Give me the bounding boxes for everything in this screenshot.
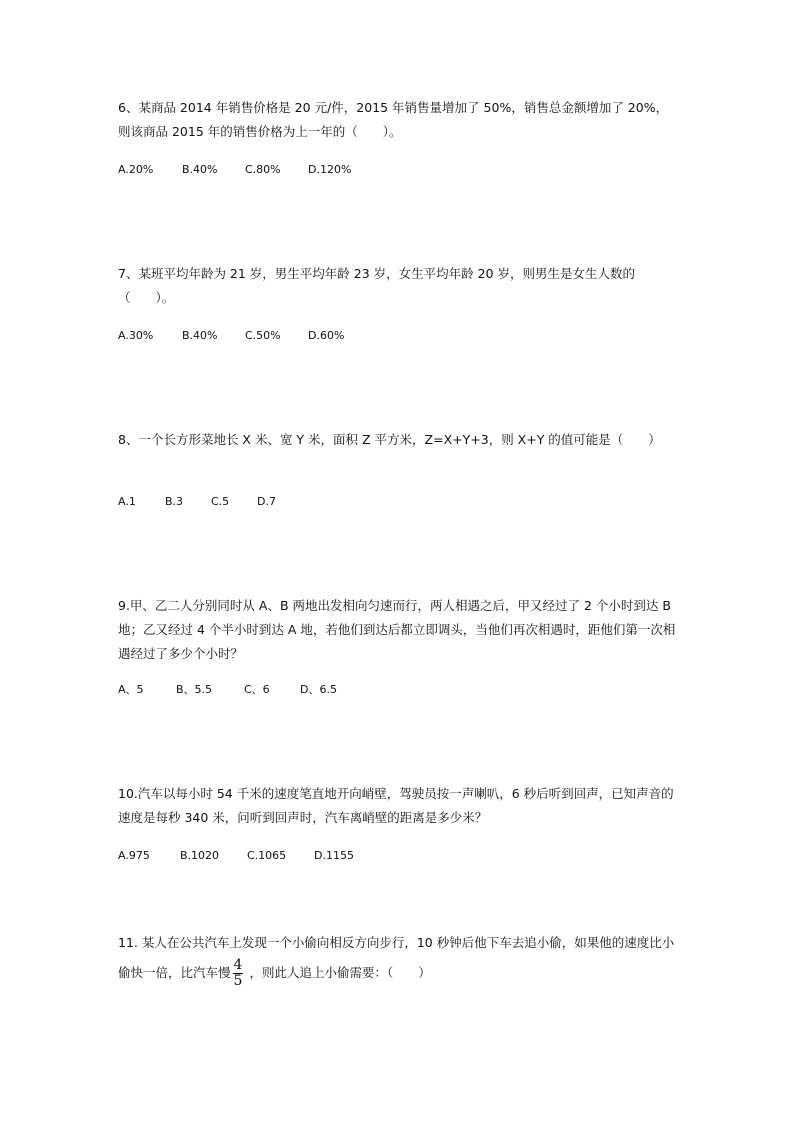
question-11-text-before: 11. 某人在公共汽车上发现一个小偷向相反方向步行，10 秒钟后他下车去追小偷，如果他的速度比小偷快一倍，比汽车慢 xyxy=(118,935,675,980)
option-c: C、6 xyxy=(244,683,270,696)
question-10-options xyxy=(118,848,354,864)
question-9-options xyxy=(118,682,337,698)
question-10-text: 10.汽车以每小时 54 千米的速度笔直地开向峭壁，驾驶员按一声喇叭，6 秒后听到回声，已知声音的速度是每秒 340 米，问听到回声时，汽车离峭壁的距离是多少米？ xyxy=(118,786,674,825)
question-7-options xyxy=(118,328,344,344)
option-b: B、5.5 xyxy=(176,683,213,696)
option-a: A、5 xyxy=(118,683,144,696)
option-a: A.30% xyxy=(118,329,154,342)
option-a: A.975 xyxy=(118,849,150,862)
option-a: A.20% xyxy=(118,163,154,176)
question-8-text: 8、一个长方形菜地长 X 米、宽 Y 米，面积 Z 平方米，Z=X+Y+3，则 X+Y 的值可能是（ ） xyxy=(118,432,661,447)
question-11-text xyxy=(118,928,678,989)
fraction-four-fifths xyxy=(233,958,244,989)
option-d: D.60% xyxy=(308,329,345,342)
option-d: D.1155 xyxy=(314,849,354,862)
option-c: C.1065 xyxy=(247,849,287,862)
question-6-options xyxy=(118,162,351,178)
option-c: C.5 xyxy=(211,495,230,508)
question-11-text-after: ，则此人追上小偷需要：（ ） xyxy=(249,965,431,980)
fraction-numerator: 4 xyxy=(233,957,243,973)
question-7-text: 7、某班平均年龄为 21 岁，男生平均年龄 23 岁，女生平均年龄 20 岁，则男生是女生人数的（ ）。 xyxy=(118,266,636,305)
question-6-text: 6、某商品 2014 年销售价格是 20 元/件，2015 年销售量增加了 50%，销售总金额增加了 20%，则该商品 2015 年的销售价格为上一年的（ ）。 xyxy=(118,100,669,139)
fraction-denominator: 5 xyxy=(233,973,243,989)
option-c: C.80% xyxy=(245,163,281,176)
option-b: B.3 xyxy=(165,495,184,508)
option-a: A.1 xyxy=(118,495,136,508)
option-d: D.7 xyxy=(257,495,276,508)
option-b: B.1020 xyxy=(180,849,220,862)
option-c: C.50% xyxy=(245,329,281,342)
option-b: B.40% xyxy=(182,329,218,342)
option-d: D.120% xyxy=(308,163,352,176)
option-b: B.40% xyxy=(182,163,218,176)
option-d: D、6.5 xyxy=(300,683,337,696)
question-9-text: 9.甲、乙二人分别同时从 A、B 两地出发相向匀速而行，两人相遇之后，甲又经过了 2 个小时到达 B 地；乙又经过 4 个半小时到达 A 地，若他们到达后都立即调头，当他们再次相遇时，距他们第一次相遇经过了多少个小时？ xyxy=(118,598,676,661)
question-8-options xyxy=(118,494,276,510)
